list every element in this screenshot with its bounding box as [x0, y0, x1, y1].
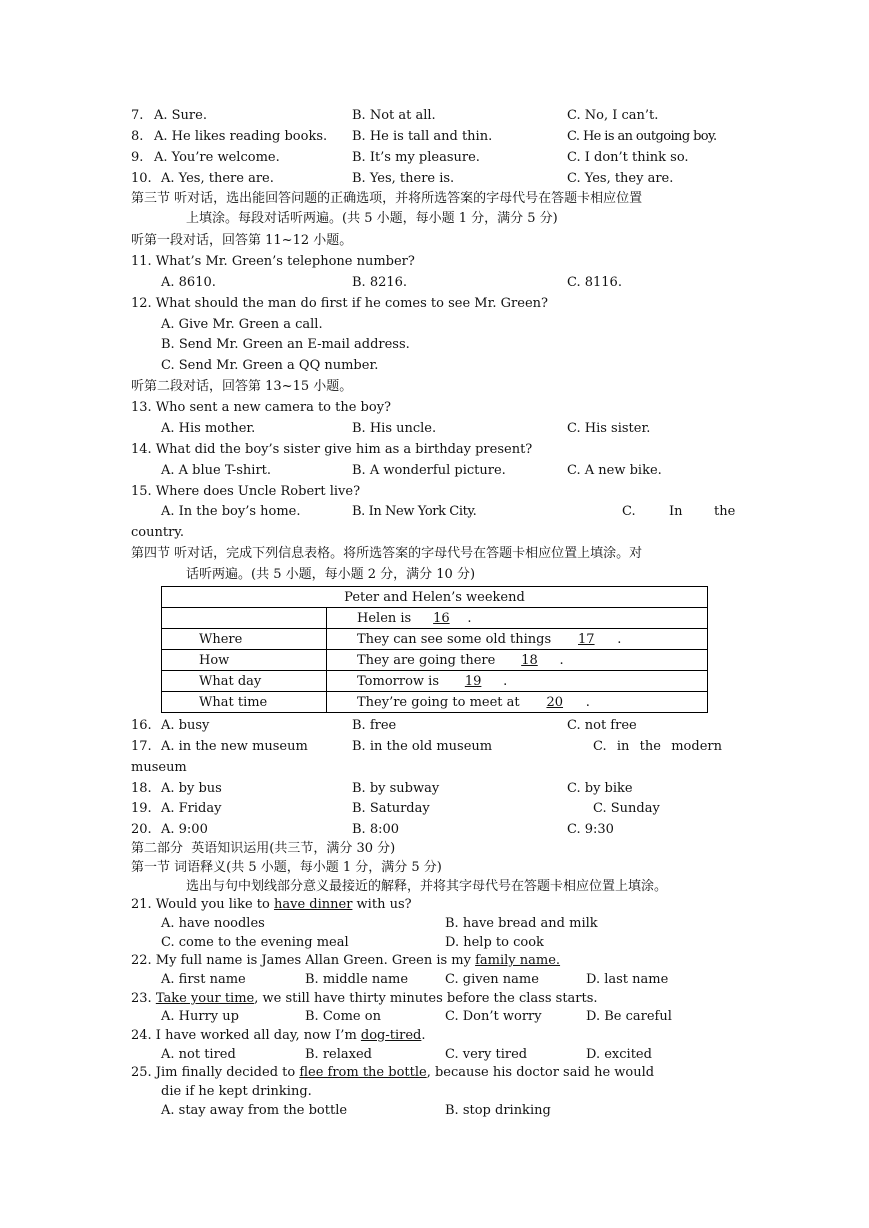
q23-option-c: C. Don’t worry — [445, 1009, 542, 1024]
q20-option-c: C. 9:30 — [567, 822, 614, 837]
q22-option-b: B. middle name — [305, 972, 409, 987]
q9-option-a: A. You’re welcome. — [154, 150, 280, 165]
q9-option-b: B. It’s my pleasure. — [352, 150, 480, 165]
q23-underlined: Take your time — [155, 991, 255, 1006]
q12-option-a: A. Give Mr. Green a call. — [161, 317, 323, 332]
q9-option-c: C. I don’t think so. — [567, 150, 689, 165]
q15-option-c-letter: C. — [622, 504, 636, 519]
q7-option-b: B. Not at all. — [352, 108, 436, 123]
table-cell-r3 — [327, 650, 708, 671]
q17-number: 17. — [131, 739, 152, 754]
blank-19: 19 — [464, 673, 482, 689]
q21-underlined: have dinner — [273, 897, 353, 912]
blank-20: 20 — [546, 694, 564, 710]
section4-heading-cont: 话听两遍。(共 5 小题，每小题 2 分，满分 10 分) — [186, 567, 476, 582]
q15-option-c-wrap: country. — [131, 525, 185, 540]
q10-option-b: B. Yes, there is. — [352, 171, 455, 186]
q24-option-d: D. excited — [586, 1047, 652, 1062]
table-text: Helen is — [357, 610, 416, 626]
q11-option-a: A. 8610. — [161, 275, 216, 290]
q25-underlined: flee from the bottle — [299, 1065, 427, 1080]
dialog1-instruction: 听第一段对话，回答第 11~12 小题。 — [131, 233, 353, 248]
q12-option-c: C. Send Mr. Green a QQ number. — [161, 358, 379, 373]
q23-option-d: D. Be careful — [586, 1009, 672, 1024]
q21-option-d: D. help to cook — [445, 935, 544, 950]
q7-option-a: A. Sure. — [154, 108, 207, 123]
q21-option-b: B. have bread and milk — [445, 916, 598, 931]
dialog2-instruction: 听第二段对话，回答第 13~15 小题。 — [131, 379, 353, 394]
table-label-how: How — [162, 650, 327, 671]
part2-heading: 第二部分 英语知识运用(共三节，满分 30 分) — [131, 841, 396, 856]
q13-question: 13. Who sent a new camera to the boy? — [131, 400, 392, 415]
q19-option-a: A. Friday — [161, 801, 222, 816]
table-title: Peter and Helen’s weekend — [162, 587, 708, 608]
q10-option-a: A. Yes, there are. — [161, 171, 274, 186]
q14-question: 14. What did the boy’s sister give him as a birthday present? — [131, 442, 533, 457]
q25-option-a: A. stay away from the bottle — [161, 1103, 348, 1118]
q18-option-a: A. by bus — [161, 781, 222, 796]
section1-heading: 第一节 词语释义(共 5 小题，每小题 1 分，满分 5 分) — [131, 860, 442, 875]
q24-option-a: A. not tired — [161, 1047, 236, 1062]
table-text: They can see some old things — [357, 631, 556, 647]
q20-option-a: A. 9:00 — [161, 822, 208, 837]
q14-option-c: C. A new bike. — [567, 463, 662, 478]
section1-instruction: 选出与句中划线部分意义最接近的解释，并将其字母代号在答题卡相应位置上填涂。 — [186, 879, 668, 894]
q25-question — [131, 1065, 654, 1081]
q24-option-b: B. relaxed — [305, 1047, 372, 1062]
q19-number: 19. — [131, 801, 152, 816]
q19-option-c: C. Sunday — [593, 801, 660, 816]
q13-option-a: A. His mother. — [161, 421, 256, 436]
q7-number: 7. — [131, 108, 144, 123]
q17-option-c: C. in the modern — [593, 739, 722, 754]
q12-question: 12. What should the man do first if he comes to see Mr. Green? — [131, 296, 548, 311]
period: . — [503, 673, 508, 689]
q18-number: 18. — [131, 781, 152, 796]
q24-question — [131, 1028, 426, 1044]
table-text: Tomorrow is — [357, 673, 444, 689]
q20-number: 20. — [131, 822, 152, 837]
section3-heading: 第三节 听对话，选出能回答问题的正确选项，并将所选答案的字母代号在答题卡相应位置 — [131, 191, 643, 206]
q22-underlined: family name. — [475, 953, 561, 968]
q15-option-b: B. In New York City. — [352, 504, 477, 519]
table-text: They are going there — [357, 652, 500, 668]
q22-option-d: D. last name — [586, 972, 669, 987]
table-label-what-time: What time — [162, 692, 327, 713]
section3-heading-cont: 上填涂。每段对话听两遍。(共 5 小题，每小题 1 分，满分 5 分) — [186, 211, 558, 226]
q25-text-end: , because his doctor said he would — [426, 1065, 655, 1080]
blank-17: 17 — [578, 631, 595, 647]
q15-question: 15. Where does Uncle Robert live? — [131, 484, 361, 499]
q19-option-b: B. Saturday — [352, 801, 430, 816]
table-cell-r1 — [327, 608, 708, 629]
q25-text: 25. Jim finally decided to — [131, 1065, 300, 1080]
table-label-what-day: What day — [162, 671, 327, 692]
q21-text: 21. Would you like to — [131, 897, 274, 912]
q18-option-b: B. by subway — [352, 781, 440, 796]
q16-number: 16. — [131, 718, 152, 733]
q24-option-c: C. very tired — [445, 1047, 528, 1062]
q22-option-a: A. first name — [161, 972, 246, 987]
q17-option-c-wrap: museum — [131, 760, 187, 775]
table-cell-r2 — [327, 629, 708, 650]
q15-option-c-word1: In — [669, 504, 683, 519]
q22-option-c: C. given name — [445, 972, 539, 987]
q15-option-c-word2: the — [714, 504, 736, 519]
q17-option-b: B. in the old museum — [352, 739, 493, 754]
q11-option-c: C. 8116. — [567, 275, 622, 290]
q14-option-a: A. A blue T-shirt. — [161, 463, 272, 478]
q16-option-b: B. free — [352, 718, 397, 733]
q13-option-b: B. His uncle. — [352, 421, 437, 436]
q8-number: 8. — [131, 129, 144, 144]
q9-number: 9. — [131, 150, 144, 165]
section4-heading: 第四节 听对话，完成下列信息表格。将所选答案的字母代号在答题卡相应位置上填涂。对 — [131, 546, 643, 561]
q21-option-c: C. come to the evening meal — [161, 935, 349, 950]
info-table — [161, 586, 708, 713]
q21-question — [131, 897, 412, 913]
q18-option-c: C. by bike — [567, 781, 633, 796]
q24-underlined: dog-tired — [360, 1028, 422, 1043]
q22-question — [131, 953, 560, 969]
q16-option-c: C. not free — [567, 718, 637, 733]
q8-option-a: A. He likes reading books. — [154, 129, 328, 144]
q21-text-end: with us? — [352, 897, 412, 912]
q17-option-a: A. in the new museum — [161, 739, 308, 754]
q23-question — [131, 991, 598, 1007]
q14-option-b: B. A wonderful picture. — [352, 463, 506, 478]
q12-option-b: B. Send Mr. Green an E-mail address. — [161, 337, 410, 352]
table-label-empty — [162, 608, 327, 629]
blank-18: 18 — [521, 652, 538, 668]
q24-text: 24. I have worked all day, now I’m — [131, 1028, 361, 1043]
q23-number: 23. — [131, 991, 156, 1006]
table-text: They’re going to meet at — [357, 694, 524, 710]
q25-question-cont: die if he kept drinking. — [161, 1084, 312, 1099]
period: . — [467, 610, 472, 626]
q25-option-b: B. stop drinking — [445, 1103, 551, 1118]
table-label-where: Where — [162, 629, 327, 650]
period: . — [585, 694, 590, 710]
q10-number: 10. — [131, 171, 152, 186]
q22-text: 22. My full name is James Allan Green. Green is my — [131, 953, 476, 968]
q24-text-end: . — [421, 1028, 426, 1043]
q16-option-a: A. busy — [161, 718, 210, 733]
period: . — [559, 652, 564, 668]
q11-question: 11. What’s Mr. Green’s telephone number? — [131, 254, 415, 269]
q13-option-c: C. His sister. — [567, 421, 651, 436]
q8-option-b: B. He is tall and thin. — [352, 129, 493, 144]
q11-option-b: B. 8216. — [352, 275, 408, 290]
q7-option-c: C. No, I can’t. — [567, 108, 659, 123]
q20-option-b: B. 8:00 — [352, 822, 400, 837]
q10-option-c: C. Yes, they are. — [567, 171, 674, 186]
q23-text-end: , we still have thirty minutes before the class starts. — [254, 991, 598, 1006]
q15-option-a: A. In the boy’s home. — [161, 504, 301, 519]
q23-option-b: B. Come on — [305, 1009, 381, 1024]
q23-option-a: A. Hurry up — [161, 1009, 239, 1024]
q8-option-c: C. He is an outgoing boy. — [567, 129, 717, 144]
q21-option-a: A. have noodles — [161, 916, 265, 931]
blank-16: 16 — [433, 610, 450, 626]
table-cell-r4 — [327, 671, 708, 692]
period: . — [617, 631, 622, 647]
table-cell-r5 — [327, 692, 708, 713]
